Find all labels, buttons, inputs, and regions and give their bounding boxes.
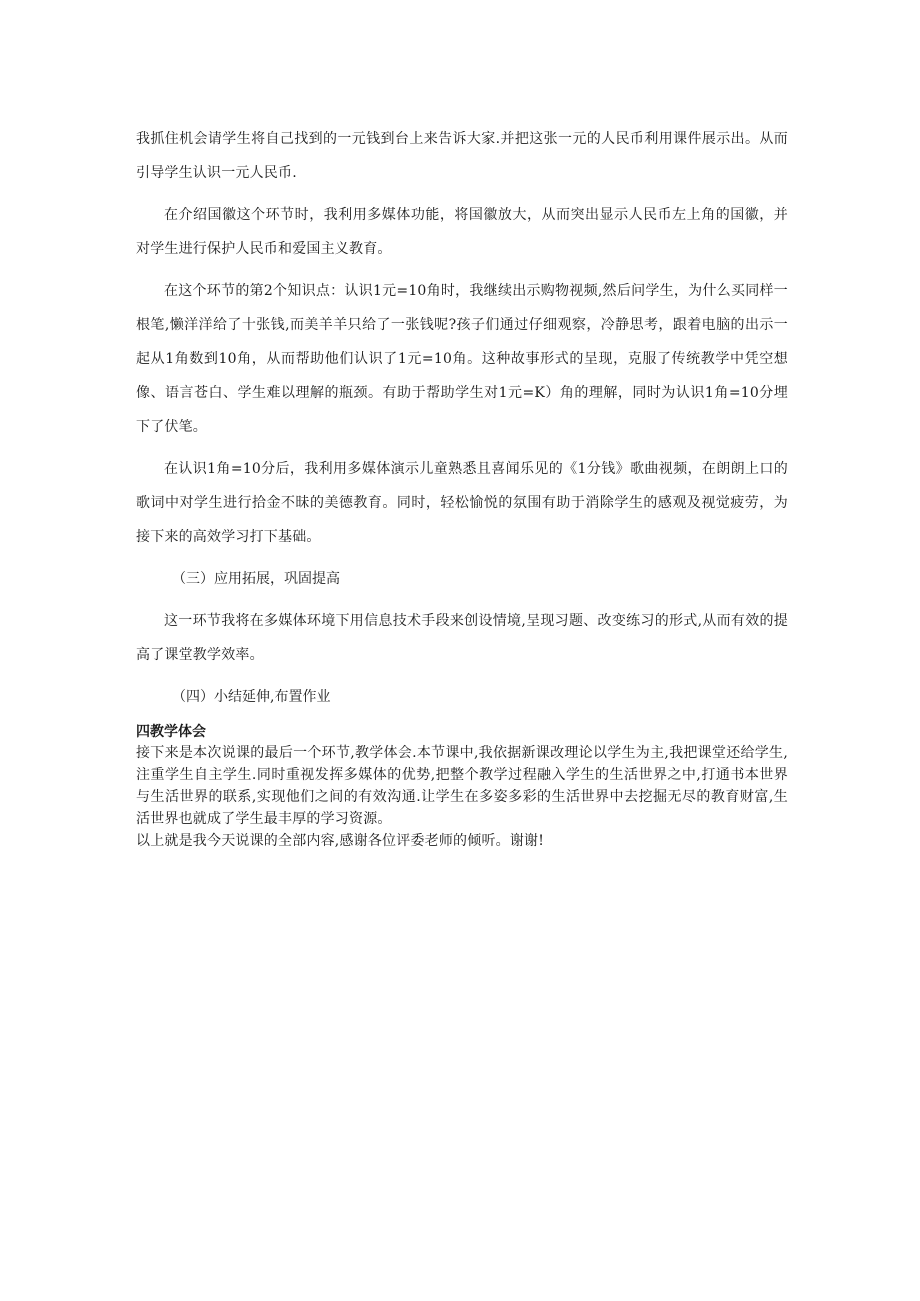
section-title-reflection: 四教学体会 <box>136 724 206 740</box>
paragraph-one-fen-song: 在认识1角=10分后，我利用多媒体演示儿童熟悉且喜闻乐见的《1分钱》歌曲视频，在朗朗上口的歌词中对学生进行拾金不昧的美德教育。同时，轻松愉悦的氛围有助于消除学生的感观及视觉疲劳，为接下来的高效学习打下基础。 <box>136 461 788 545</box>
paragraph-national-emblem: 在介绍国徽这个环节时，我利用多媒体功能，将国徽放大，从而突出显示人民币左上角的国徽，并对学生进行保护人民币和爱国主义教育。 <box>136 207 788 257</box>
paragraph-application: 这一环节我将在多媒体环境下用信息技术手段来创设情境,呈现习题、改变练习的形式,从而有效的提高了课堂教学效率。 <box>136 613 788 663</box>
subheading-summary: （四）小结延伸,布置作业 <box>172 689 331 705</box>
paragraph-reflection: 接下来是本次说课的最后一个环节,教学体会.本节课中,我依据新课改理论以学生为主,我把课堂还给学生,注重学生自主学生.同时重视发挥多媒体的优势,把整个教学过程融入学生的生活世界之中,打通书本世界与生活世界的联系,实现他们之间的有效沟通.让学生在多姿多彩的生活世界中去挖掘无尽的教育财富,生活世界也就成了学生最丰厚的学习资源。 <box>136 745 788 827</box>
paragraph-closing: 以上就是我今天说课的全部内容,感谢各位评委老师的倾听。谢谢! <box>136 833 545 849</box>
paragraph-knowledge-point-2: 在这个环节的第2个知识点：认识1元=10角时，我继续出示购物视频,然后问学生，为什么买同样一根笔,懒洋洋给了十张钱,而美羊羊只给了一张钱呢?孩子们通过仔细观察，冷静思考，跟着电脑的出示一起从1角数到10角，从而帮助他们认识了1元=10角。这种故事形式的呈现，克服了传统教学中凭空想像、语言苍白、学生难以理解的瓶颈。有助于帮助学生对1元=K）角的理解，同时为认识1角=10分埋下了伏笔。 <box>136 283 788 435</box>
paragraph-one-yuan: 我抓住机会请学生将自己找到的一元钱到台上来告诉大家.并把这张一元的人民币利用课件展示出。从而引导学生认识一元人民币. <box>136 131 788 181</box>
subheading-application: （三）应用拓展，巩固提高 <box>172 571 340 587</box>
document-page <box>136 122 788 852</box>
